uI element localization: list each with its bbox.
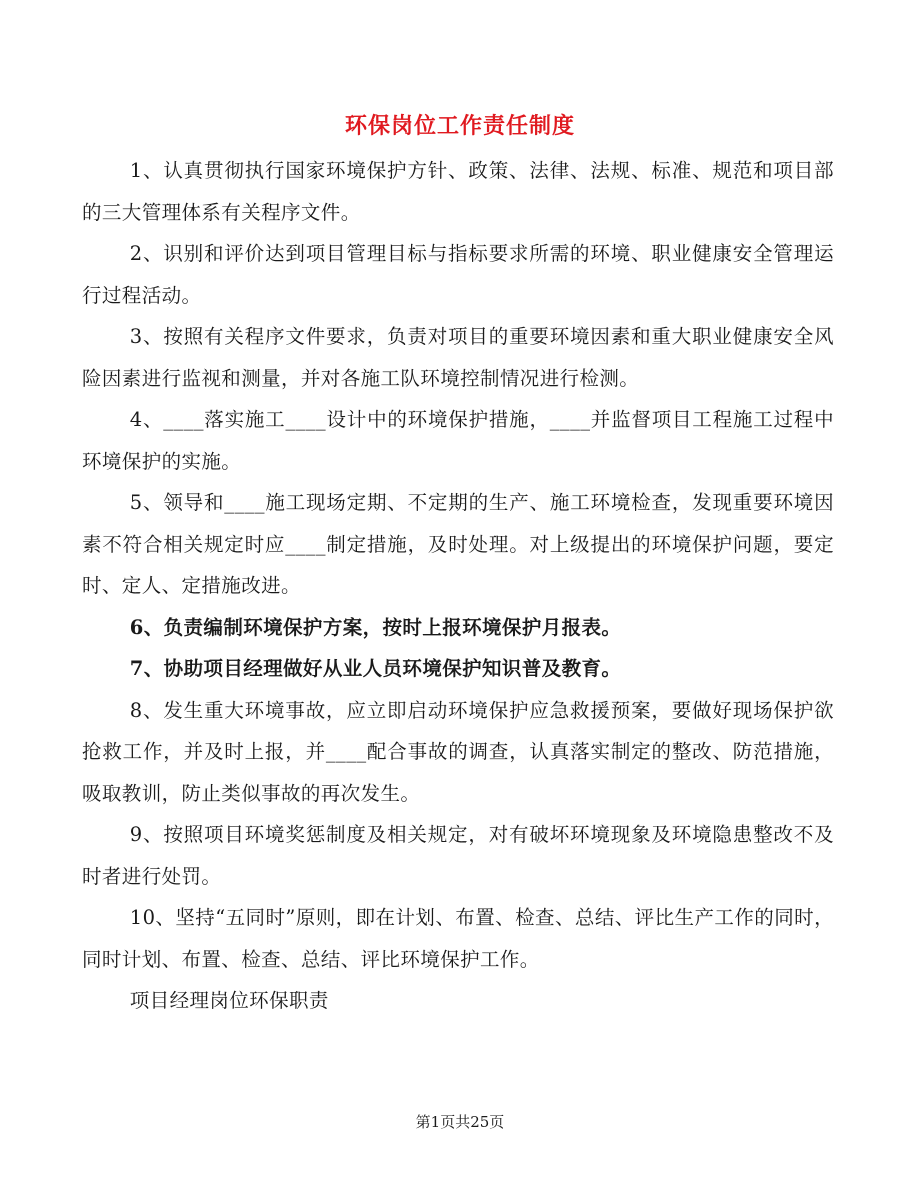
paragraph-7: 7、协助项目经理做好从业人员环境保护知识普及教育。 — [129, 657, 622, 680]
document-title: 环保岗位工作责任制度 — [344, 113, 575, 139]
paragraph-2: 2、识别和评价达到项目管理目标与指标要求所需的环境、职业健康安全管理运行过程活动。 — [82, 242, 834, 307]
paragraph-10: 10、坚持“五同时”原则，即在计划、布置、检查、总结、评比生产工作的同时，同时计划、布置、检查、总结、评比环境保护工作。 — [82, 906, 834, 971]
document-body — [82, 150, 834, 1022]
paragraph-4: 4、____落实施工____设计中的环境保护措施，____并监督项目工程施工过程中环境保护的实施。 — [82, 408, 834, 473]
paragraph-8: 8、发生重大环境事故，应立即启动环境保护应急救援预案，要做好现场保护欲抢救工作，并及时上报，并____配合事故的调查，认真落实制定的整改、防范措施，吸取教训，防止类似事故的再次发生。 — [82, 698, 834, 805]
paragraph-1: 1、认真贯彻执行国家环境保护方针、政策、法律、法规、标准、规范和项目部的三大管理体系有关程序文件。 — [82, 159, 834, 224]
paragraph-5: 5、领导和____施工现场定期、不定期的生产、施工环境检查，发现重要环境因素不符合相关规定时应____制定措施，及时处理。对上级提出的环境保护问题，要定时、定人、定措施改进。 — [82, 491, 834, 597]
page-footer: 第1页共25页 — [415, 1113, 505, 1131]
paragraph-section-heading: 项目经理岗位环保职责 — [129, 989, 329, 1012]
paragraph-6: 6、负责编制环境保护方案，按时上报环境保护月报表。 — [129, 615, 622, 639]
paragraph-9: 9、按照项目环境奖惩制度及相关规定，对有破坏环境现象及环境隐患整改不及时者进行处罚。 — [82, 823, 834, 888]
paragraph-3: 3、按照有关程序文件要求，负责对项目的重要环境因素和重大职业健康安全风险因素进行监视和测量，并对各施工队环境控制情况进行检测。 — [82, 325, 834, 390]
